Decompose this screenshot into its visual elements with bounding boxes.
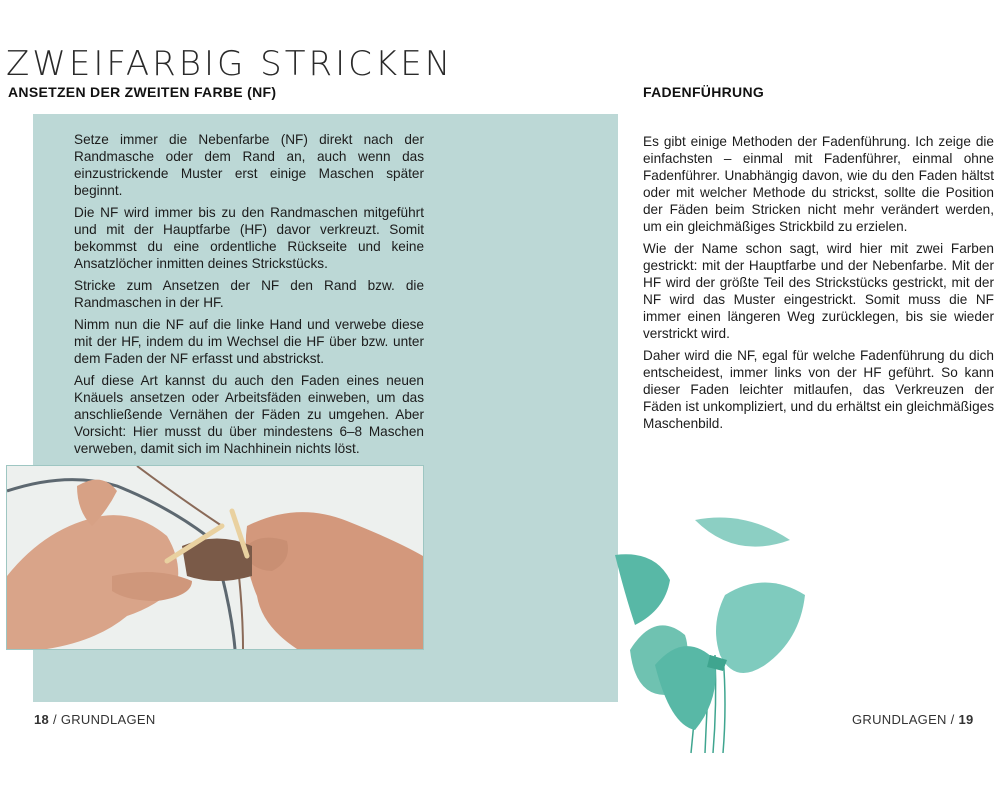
section-heading-left: ANSETZEN DER ZWEITEN FARBE (NF) (8, 84, 277, 100)
paragraph: Setze immer die Nebenfarbe (NF) direkt nach der Randmasche oder dem Rand an, auch wenn das einzustrickende Muster erst einige Maschen später beginnt. (74, 132, 424, 198)
plant-illustration (615, 515, 815, 755)
footer-separator: / (950, 712, 955, 727)
footer-right (852, 712, 974, 727)
paragraph: Auf diese Art kannst du auch den Faden eines neuen Knäuels ansetzen oder Arbeitsfäden einweben, um das anschließende Vernähen der Fäden zu umgehen. Aber Vorsicht: Hier musst du über mindestens 6–8 Maschen verweben, damit sich im Nachhinein nichts löst. (74, 373, 424, 456)
knitting-hands-photo (6, 465, 424, 650)
paragraph: Wie der Name schon sagt, wird hier mit zwei Farben gestrickt: mit der Hauptfarbe und der Nebenfarbe. Mit der HF wird der größte Teil des Strickstücks gestrickt, mit der NF wird das Muster eingestrickt. Somit muss die NF immer einen längeren Weg zurücklegen, bis sie wieder verstrickt wird. (643, 241, 994, 341)
right-body-text (643, 133, 994, 437)
paragraph: Stricke zum Ansetzen der NF den Rand bzw. die Randmaschen in der HF. (74, 278, 424, 310)
left-body-text (74, 131, 424, 462)
page-number: 18 (34, 712, 50, 727)
footer-section: GRUNDLAGEN (60, 712, 156, 727)
footer-separator: / (52, 712, 57, 727)
paragraph: Daher wird die NF, egal für welche Fadenführung du dich entscheidest, immer links von der HF geführt. So kann dieser Faden leichter mitlaufen, das Verkreuzen der Fäden ist unkompliziert, und du erhältst ein gleichmäßiges Maschenbild. (643, 348, 994, 431)
paragraph: Die NF wird immer bis zu den Randmaschen mitgeführt und mit der Hauptfarbe (HF) davor verkreuzt. Somit bekommst du eine ordentliche Rückseite und keine Ansatzlöcher inmitten deines Strickstücks. (74, 205, 424, 271)
footer-left (34, 712, 156, 727)
section-heading-right: FADENFÜHRUNG (643, 84, 765, 100)
paragraph: Nimm nun die NF auf die linke Hand und verwebe diese mit der HF, indem du im Wechsel die HF über bzw. unter dem Faden der NF erfasst und abstrickst. (74, 317, 424, 366)
page-number: 19 (958, 712, 974, 727)
paragraph: Es gibt einige Methoden der Fadenführung. Ich zeige die einfachsten – einmal mit Fadenführer, einmal ohne Fadenführer. Unabhängig davon, wie du den Faden hältst oder mit welcher Methode du strickst, sollte die Position der Fäden beim Stricken nicht mehr verändert werden, um ein gleichmäßiges Strickbild zu erzielen. (643, 134, 994, 234)
footer-section: GRUNDLAGEN (852, 712, 947, 727)
page-title: ZWEIFARBIG STRICKEN (6, 44, 454, 84)
